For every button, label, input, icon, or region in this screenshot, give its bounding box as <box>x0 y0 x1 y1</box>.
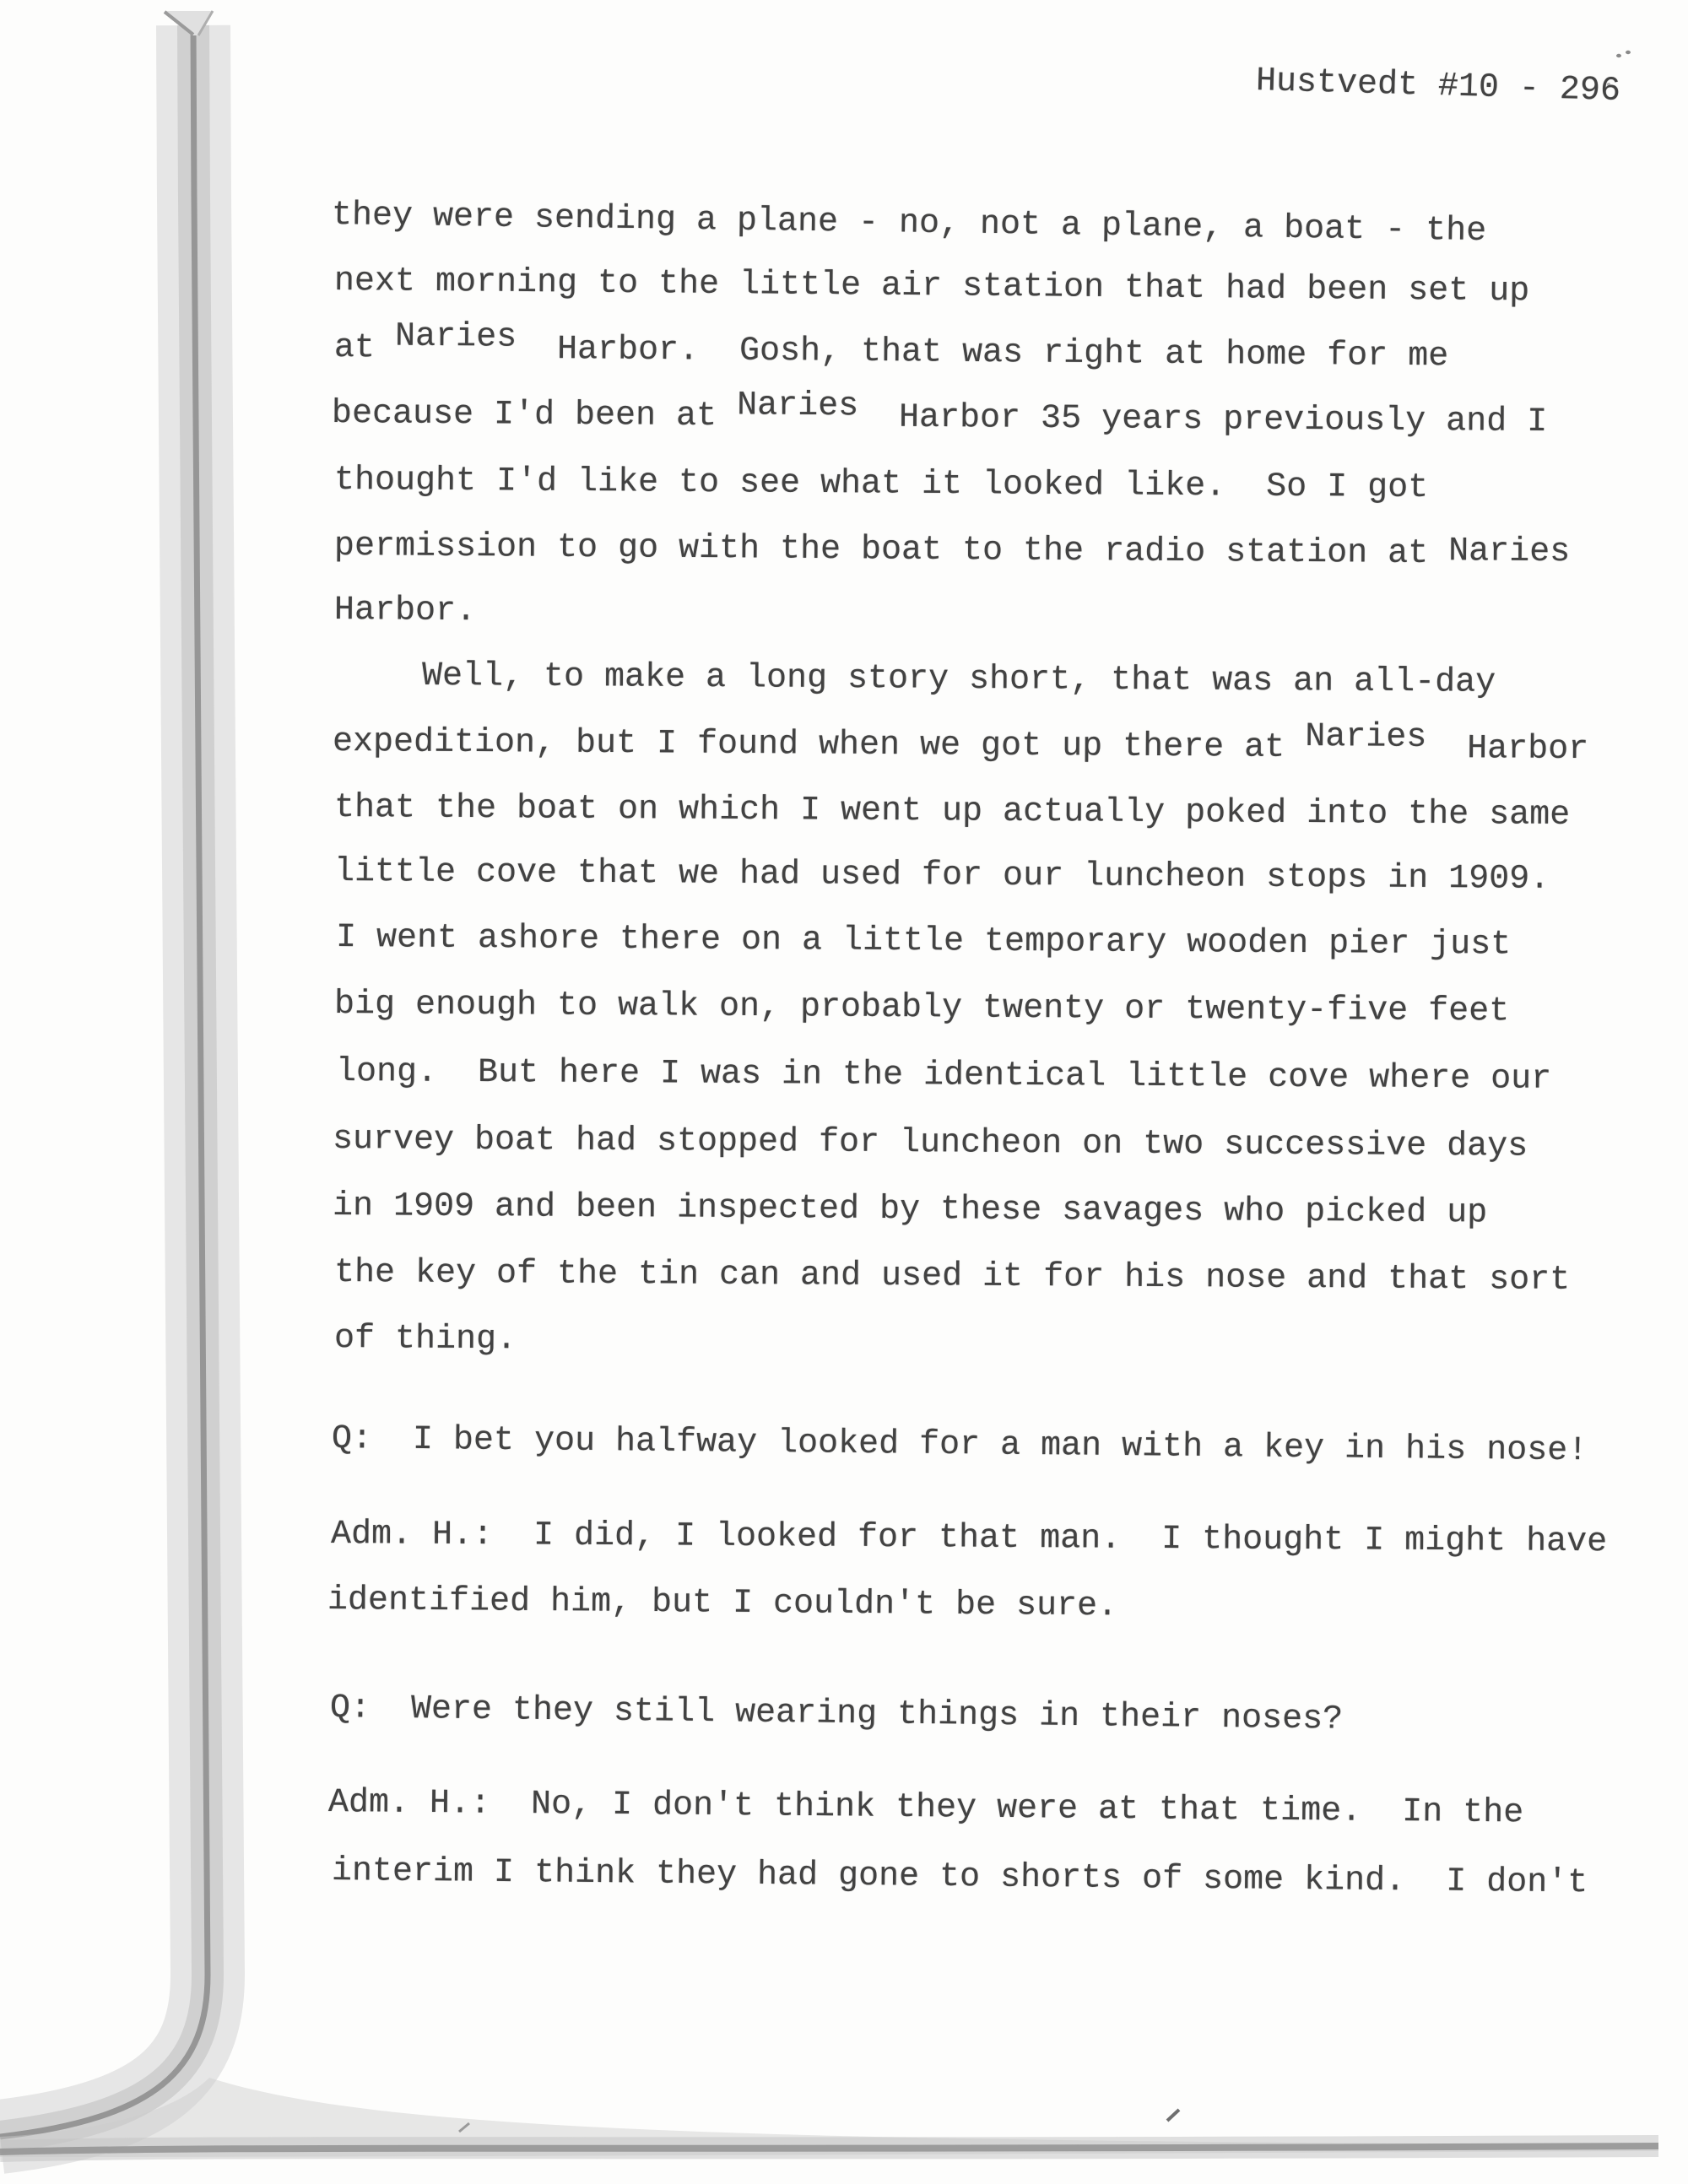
text-segment: big enough to walk on, probably twenty or twenty-five feet <box>333 986 1510 1031</box>
text-line <box>334 988 1509 1030</box>
text-line <box>331 1518 1607 1560</box>
text-line <box>327 1581 1118 1626</box>
text-segment: Adm. H.: I did, I looked for that man. I thought I might have <box>330 1516 1608 1562</box>
text-line <box>331 1852 1588 1903</box>
text-segment: long. But here I was in the identical little cove where our <box>335 1053 1552 1099</box>
text-segment: that the boat on which I went up actually poked into the same <box>333 789 1571 835</box>
text-line <box>333 317 1449 376</box>
text-segment: next morning to the little air station that had been set up <box>333 262 1530 311</box>
text-segment: Harbor <box>1426 729 1589 770</box>
text-line <box>329 1689 1344 1739</box>
page-header: Hustvedt #10 - 296 <box>1255 62 1621 111</box>
text-line <box>333 262 1530 311</box>
raised-word: Naries <box>737 387 859 426</box>
text-line <box>335 919 1512 965</box>
text-line <box>335 1053 1552 1099</box>
text-line <box>332 199 1487 249</box>
text-segment: they were sending a plane - no, not a plane, a boat - the <box>331 197 1487 251</box>
text-line <box>331 387 1548 442</box>
text-segment: permission to go with the boat to the radio station at <box>333 527 1449 574</box>
text-segment: Adm. H.: No, I don't think they were at that time. In the <box>327 1784 1524 1833</box>
text-segment: the key of the tin can and used it for his nose and that sort <box>333 1254 1571 1300</box>
text-line <box>333 527 1571 574</box>
text-line <box>334 594 476 629</box>
text-line <box>333 1320 517 1360</box>
text-line <box>332 1187 1488 1233</box>
text-line <box>327 1784 1524 1833</box>
text-segment: in 1909 and been inspected by these savages who picked up <box>332 1187 1488 1233</box>
text-line <box>333 789 1571 835</box>
text-line <box>333 462 1429 508</box>
text-segment: Well, to make a long story short, that was an all-day <box>421 657 1496 702</box>
text-segment: survey boat had stopped for luncheon on two successive days <box>332 1121 1528 1166</box>
text-segment: I went ashore there on a little temporary wooden pier just <box>335 919 1512 965</box>
text-segment: Q: I bet you halfway looked for a man with a key in his nose! <box>331 1420 1588 1471</box>
text-segment: Harbor 35 years previously and I <box>858 398 1548 442</box>
text-segment: Q: Were they still wearing things in their noses? <box>329 1689 1344 1739</box>
raised-word: Naries <box>1305 718 1427 757</box>
text-segment: expedition, but I found when we got up there at <box>332 723 1306 768</box>
text-segment: interim I think they had gone to shorts of some kind. I don't <box>331 1852 1588 1903</box>
text-segment: identified him, but I couldn't be sure. <box>327 1581 1118 1626</box>
text-line <box>331 1420 1588 1471</box>
text-line <box>421 657 1496 702</box>
text-segment: Harbor. Gosh, that was right at home for me <box>516 330 1449 376</box>
text-line <box>333 1254 1571 1300</box>
text-segment: little cove that we had used for our luncheon stops in 1909. <box>333 853 1550 899</box>
text-segment: thought I'd like to see what it looked like. So I got <box>333 462 1429 508</box>
text-line <box>332 718 1589 770</box>
text-segment: of thing. <box>333 1320 517 1360</box>
text-segment: because I'd been at <box>331 395 738 436</box>
text-segment: Harbor. <box>333 592 477 631</box>
text-line <box>333 1123 1528 1165</box>
raised-word: Naries <box>1448 532 1571 572</box>
text-line <box>333 853 1550 899</box>
text-segment: at <box>333 329 396 368</box>
raised-word: Naries <box>394 317 517 357</box>
